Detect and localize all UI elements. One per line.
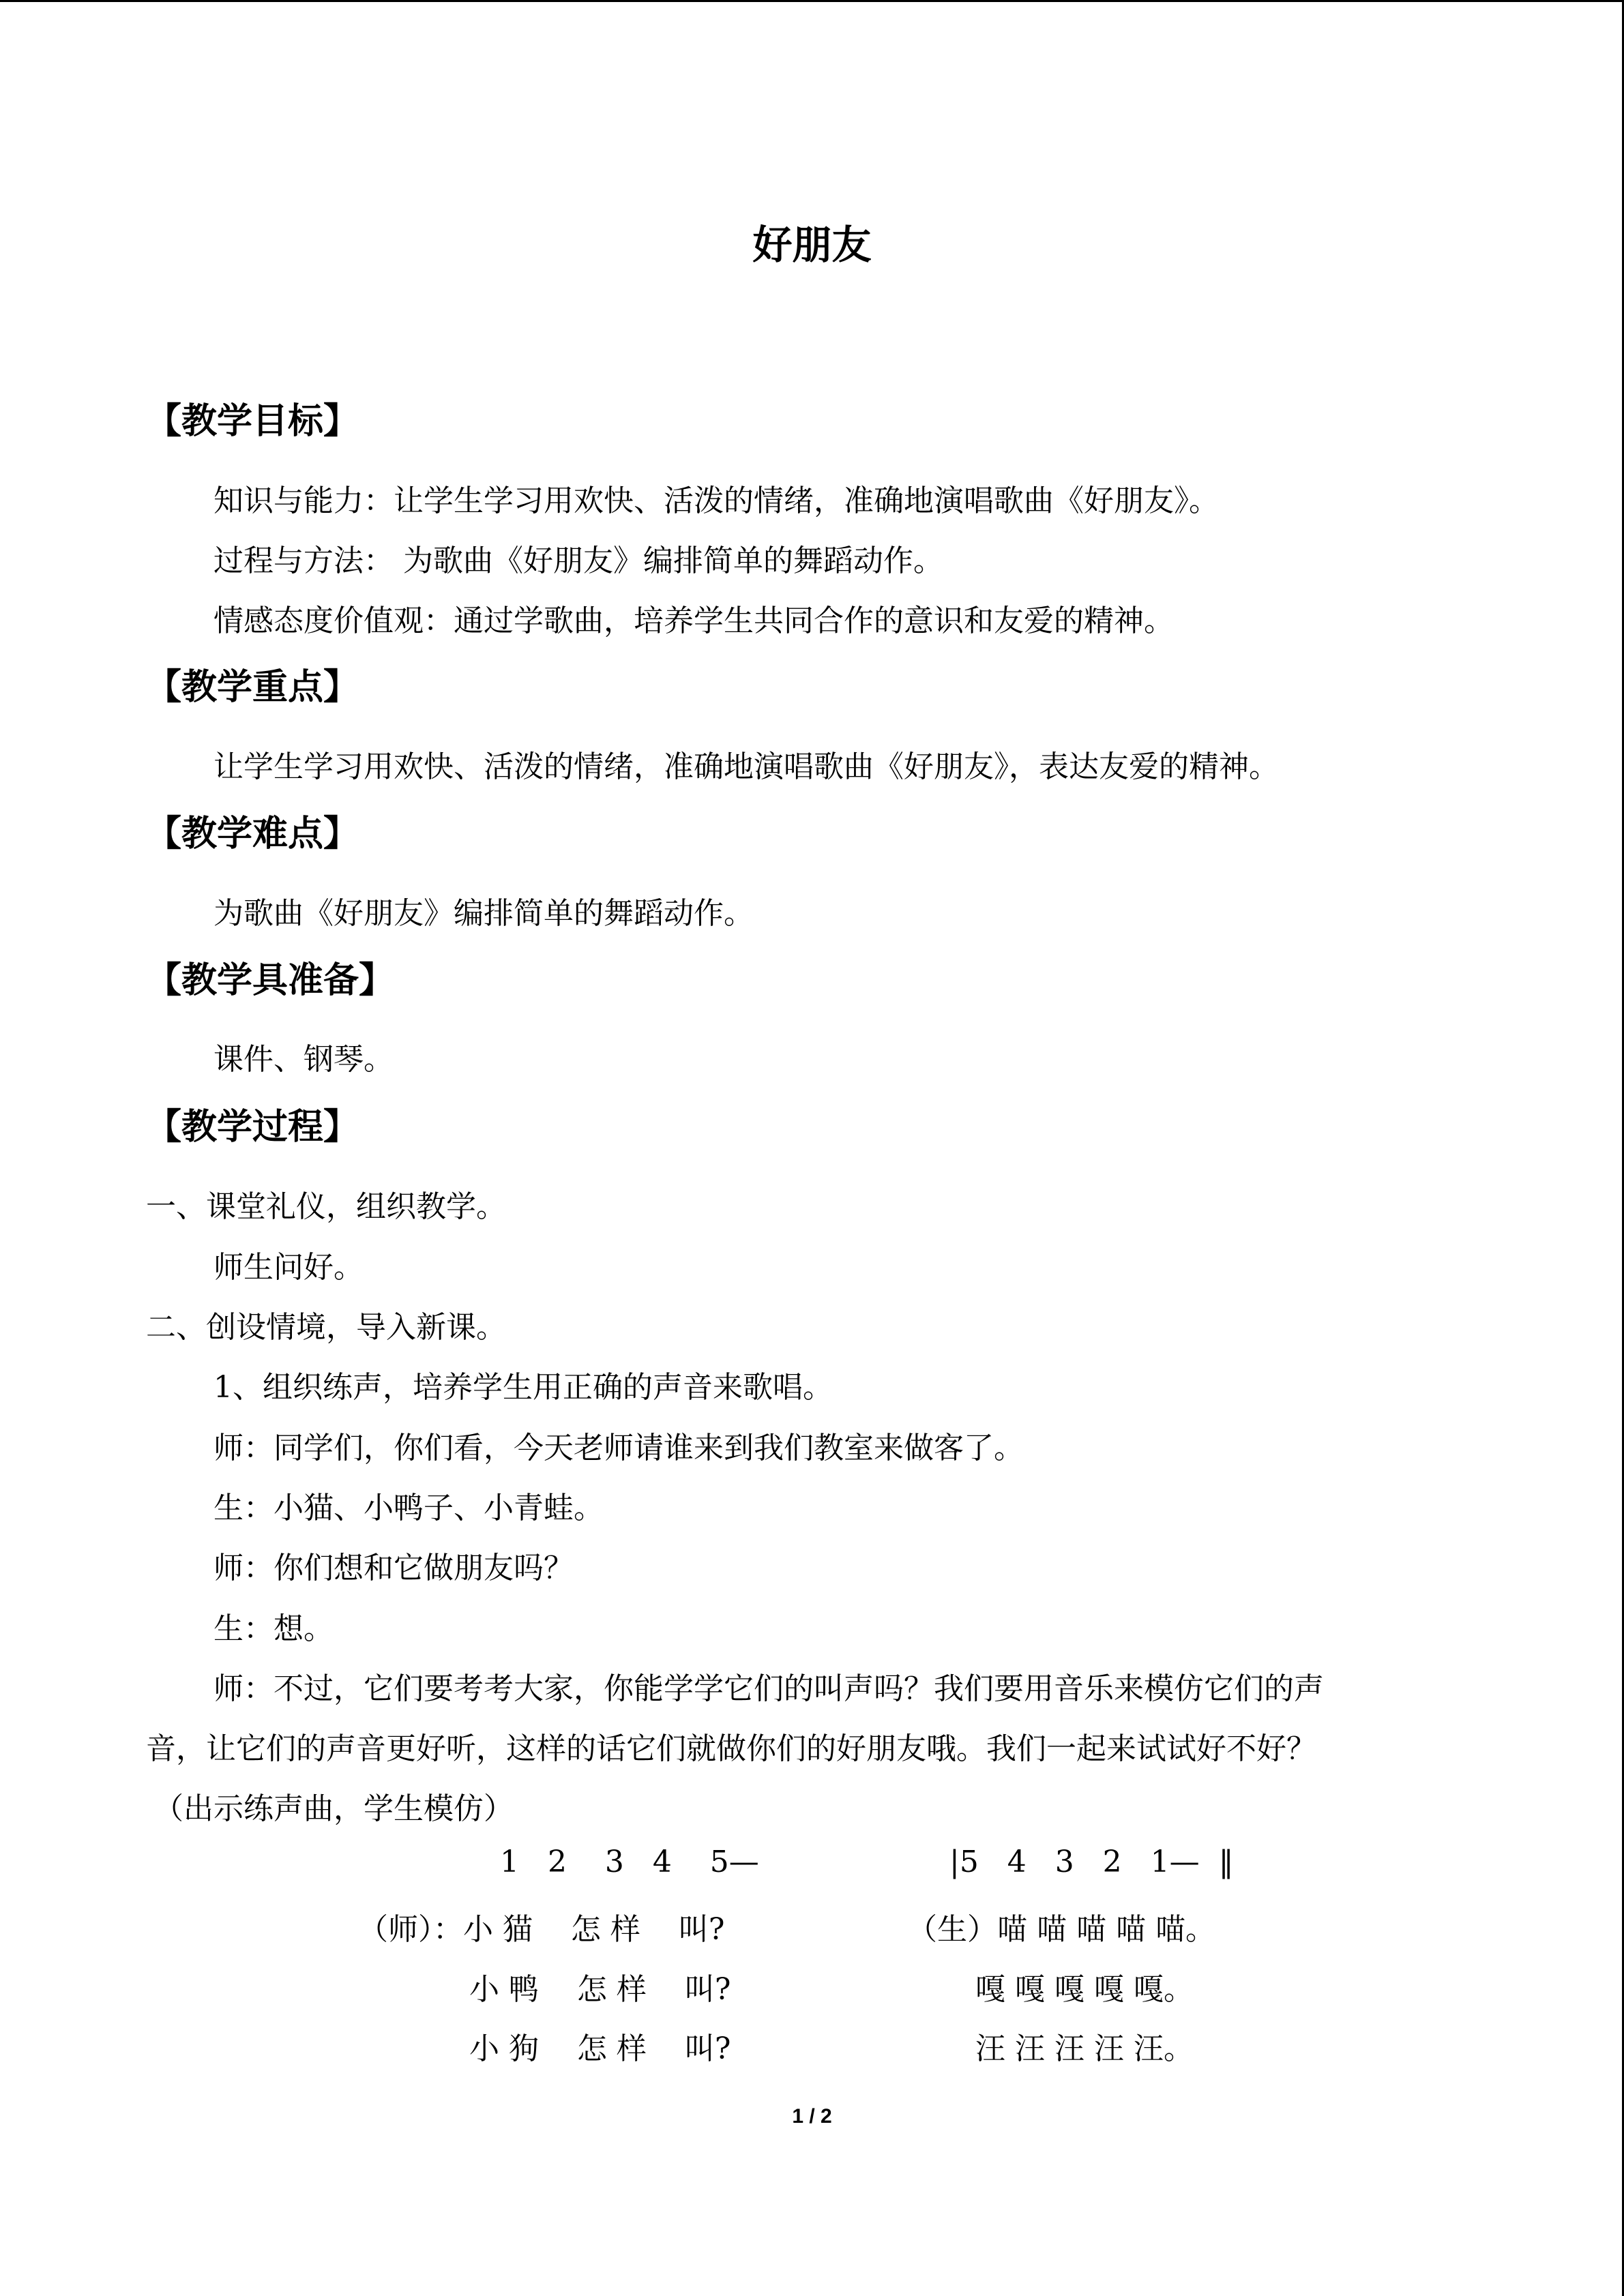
notation-numbers-right: |5 4 3 2 1— ‖ xyxy=(949,1845,1234,1879)
notation-numbers-left: 1 2 3 4 5— xyxy=(500,1845,759,1879)
objective-line: 情感态度价值观：通过学歌曲，培养学生共同合作的意识和友爱的精神。 xyxy=(213,603,1174,638)
objective-line: 知识与能力：让学生学习用欢快、活泼的情绪，准确地演唱歌曲《好朋友》。 xyxy=(213,483,1219,518)
materials-line: 课件、钢琴。 xyxy=(213,1042,394,1077)
lyric-right: 嘎 嘎 嘎 嘎 嘎。 xyxy=(975,1972,1194,2007)
lyric-left: （师）：小 猫 怎 样 叫? xyxy=(358,1912,725,1947)
heading-difficulties: 【教学难点】 xyxy=(146,814,359,854)
process-step: 一、课堂礼仪，组织教学。 xyxy=(146,1189,506,1224)
heading-process: 【教学过程】 xyxy=(146,1107,359,1148)
process-line: 音，让它们的声音更好听，这样的话它们就做你们的好朋友哦。我们一起来试试好不好？ xyxy=(146,1731,1316,1766)
process-line: 师：同学们，你们看，今天老师请谁来到我们教室来做客了。 xyxy=(213,1431,1024,1465)
process-step: 二、创设情境，导入新课。 xyxy=(146,1310,506,1345)
objective-line: 过程与方法： 为歌曲《好朋友》编排简单的舞蹈动作。 xyxy=(213,543,943,578)
key-point-line: 让学生学习用欢快、活泼的情绪，准确地演唱歌曲《好朋友》，表达友爱的精神。 xyxy=(213,749,1279,784)
lyric-right: （生）喵 喵 喵 喵 喵。 xyxy=(907,1912,1215,1947)
process-line: 生：小猫、小鸭子、小青蛙。 xyxy=(213,1491,604,1525)
heading-objectives: 【教学目标】 xyxy=(146,401,359,442)
heading-key-points: 【教学重点】 xyxy=(146,667,359,708)
lyric-left: 小 狗 怎 样 叫? xyxy=(469,2031,731,2066)
document-title: 好朋友 xyxy=(752,222,872,268)
process-line: 生：想。 xyxy=(213,1611,334,1646)
page-border-top xyxy=(0,0,1624,2)
lyric-right: 汪 汪 汪 汪 汪。 xyxy=(975,2031,1194,2066)
lyric-left: 小 鸭 怎 样 叫? xyxy=(469,1972,731,2007)
process-line: （出示练声曲，学生模仿） xyxy=(153,1791,514,1826)
page-number: 1 / 2 xyxy=(792,2105,832,2128)
process-line: 师生问好。 xyxy=(213,1250,364,1285)
process-line: 师：不过，它们要考考大家，你能学学它们的叫声吗？我们要用音乐来模仿它们的声 xyxy=(213,1671,1324,1706)
process-line: 1、组织练声，培养学生用正确的声音来歌唱。 xyxy=(213,1370,833,1405)
heading-materials: 【教学具准备】 xyxy=(146,960,395,1001)
process-line: 师：你们想和它做朋友吗？ xyxy=(213,1551,574,1585)
difficulty-line: 为歌曲《好朋友》编排简单的舞蹈动作。 xyxy=(213,896,754,931)
